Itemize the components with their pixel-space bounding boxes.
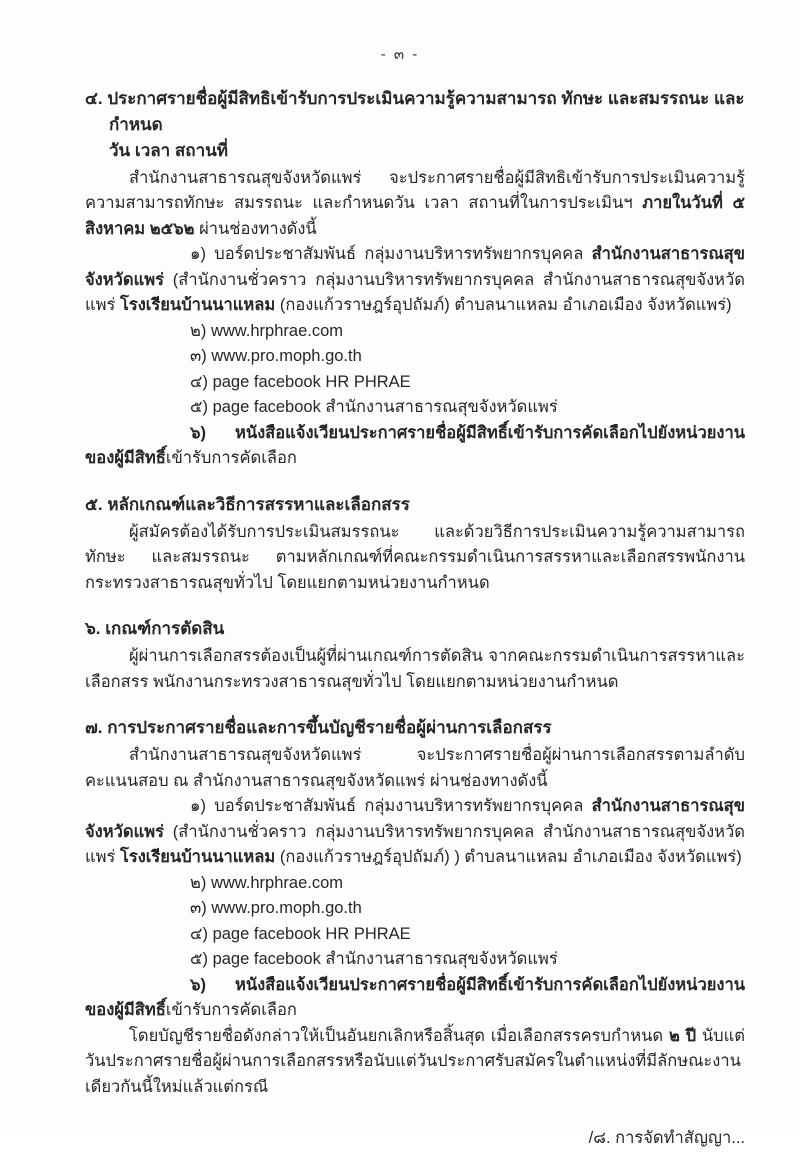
section6-body: ผู้ผ่านการเลือกสรรต้องเป็นผู้ที่ผ่านเกณฑ์การตัดสิน จากคณะกรรมดำเนินการสรรหาและเลือกสรร พนักงานกระทรวงสาธารณสุขทั่วไป โดยแยกตามหน่วยงานกำหนด [85, 647, 745, 691]
section4-intro [85, 166, 745, 243]
section7-channel-2: ๒) www.hrphrae.com [190, 873, 344, 892]
section4-channel-4: ๔) page facebook HR PHRAE [190, 372, 411, 391]
section4-channel-5: ๕) page facebook สำนักงานสาธารณสุขจังหวัดแพร่ [190, 398, 558, 416]
section4-intro-pre: สำนักงานสาธารณสุขจังหวัดแพร่ จะประกาศรายชื่อผู้มีสิทธิเข้ารับการประเมินความรู้ความสามารถทักษะ สมรรถนะ และกำหนดวัน เวลา สถานที่ในการประเมินฯ [85, 168, 745, 212]
section4-channel-1-pre: ๑) บอร์ดประชาสัมพันธ์ กลุ่มงานบริหารทรัพยากรบุคคล [190, 245, 592, 263]
section6-heading: ๖. เกณฑ์การตัดสิน [85, 619, 225, 638]
page-number: - ๓ - [380, 46, 420, 63]
section7-closing-duration: ๒ ปี [668, 1026, 697, 1045]
section4-channel-1-office: สำนักงานสาธารณสุขจังหวัดแพร่ [85, 245, 745, 289]
section7-channel-1-mid: (สำนักงานชั่วคราว กลุ่มงานบริหารทรัพยากรบุคคล สำนักงานสาธารณสุขจังหวัดแพร่ [85, 822, 745, 866]
section7-channel-3: ๓) www.pro.moph.go.th [190, 899, 362, 917]
section7-channel-1-post: (กองแก้วราษฎร์อุปถัมภ์) ) ตำบลนาแหลม อำเภอเมือง จังหวัดแพร่) [275, 848, 742, 866]
section4-channel-1-mid: (สำนักงานชั่วคราว กลุ่มงานบริหารทรัพยากรบุคคล สำนักงานสาธารณสุขจังหวัดแพร่ [85, 270, 745, 314]
section7-channel-1-pre: ๑) บอร์ดประชาสัมพันธ์ กลุ่มงานบริหารทรัพยากรบุคคล [190, 797, 592, 815]
section7-channel-6 [85, 973, 745, 1024]
section7-channel-1 [85, 794, 745, 871]
section7-channel-1-school: โรงเรียนบ้านนาแหลม [119, 848, 276, 866]
section4-channel-1-school: โรงเรียนบ้านนาแหลม [119, 296, 276, 314]
section7-channel-1-office: สำนักงานสาธารณสุขจังหวัดแพร่ [85, 797, 745, 841]
section4-heading [85, 86, 745, 164]
section7-channel-6-tail: เข้ารับการคัดเลือก [165, 1001, 297, 1019]
section4-channel-6-tail: เข้ารับการคัดเลือก [165, 449, 297, 467]
section7-channel-6-main: ๖) หนังสือแจ้งเวียนประกาศรายชื่อผู้มีสิทธิ์เข้ารับการคัดเลือกไปยังหน่วยงานของผู้มีสิทธิ์ [85, 975, 745, 1019]
section5-body: ผู้สมัครต้องได้รับการประเมินสมรรถนะ และด้วยวิธีการประเมินความรู้ความสามารถ ทักษะ และสมรรถนะ ตามหลักเกณฑ์ที่คณะกรรมดำเนินการสรรหาและเลือกสรรพนักงานกระทรวงสาธารณสุขทั่วไป โดยแยกตามหน่วยงานกำหนด [85, 522, 745, 592]
section4-intro-post: ผ่านช่องทางดังนี้ [194, 219, 317, 238]
section7-heading: ๗. การประกาศรายชื่อและการขึ้นบัญชีรายชื่อผู้ผ่านการเลือกสรร [85, 718, 552, 737]
section7-channel-5: ๕) page facebook สำนักงานสาธารณสุขจังหวัดแพร่ [190, 950, 558, 968]
page-continuation-note: /๘. การจัดทำสัญญา... [588, 1129, 745, 1147]
section4-intro-deadline: ภายในวันที่ ๕ สิงหาคม ๒๕๖๒ [85, 194, 746, 238]
section5-heading: ๕. หลักเกณฑ์และวิธีการสรรหาและเลือกสรร [85, 494, 410, 514]
section4-channel-6 [85, 421, 745, 472]
section7-closing-pre: โดยบัญชีรายชื่อดังกล่าวให้เป็นอันยกเลิกหรือสิ้นสุด เมื่อเลือกสรรครบกำหนด [129, 1026, 669, 1045]
section7-closing-post: นับแต่วันประกาศรายชื่อผู้ผ่านการเลือกสรรหรือนับแต่วันประกาศรับสมัครในตำแหน่งที่มีลักษณะงานเดียวกันนี้ใหม่แล้วแต่กรณี [85, 1026, 746, 1096]
section4-channel-2: ๒) www.hrphrae.com [190, 321, 344, 340]
section7-channel-4: ๔) page facebook HR PHRAE [190, 924, 411, 943]
section4-channel-6-main: ๖) หนังสือแจ้งเวียนประกาศรายชื่อผู้มีสิทธิ์เข้ารับการคัดเลือกไปยังหน่วยงานของผู้มีสิทธิ์ [85, 423, 745, 467]
section4-channel-1-post: (กองแก้วราษฎร์อุปถัมภ์) ตำบลนาแหลม อำเภอเมือง จังหวัดแพร่) [275, 296, 732, 314]
section7-intro: สำนักงานสาธารณสุขจังหวัดแพร่ จะประกาศรายชื่อผู้ผ่านการเลือกสรรตามลำดับคะแนนสอบ ณ สำนักงานสาธารณสุขจังหวัดแพร่ ผ่านช่องทางดังนี้ [85, 746, 745, 790]
section4-heading-line2: วัน เวลา สถานที่ [109, 140, 228, 160]
section7-closing [85, 1024, 745, 1101]
section4-channel-3: ๓) www.pro.moph.go.th [190, 347, 362, 365]
section4-heading-line1: ๔. ประกาศรายชื่อผู้มีสิทธิเข้ารับการประเมินความรู้ความสามารถ ทักษะ และสมรรถนะ และกำหนด [85, 88, 745, 134]
section4-channel-1 [85, 242, 745, 319]
